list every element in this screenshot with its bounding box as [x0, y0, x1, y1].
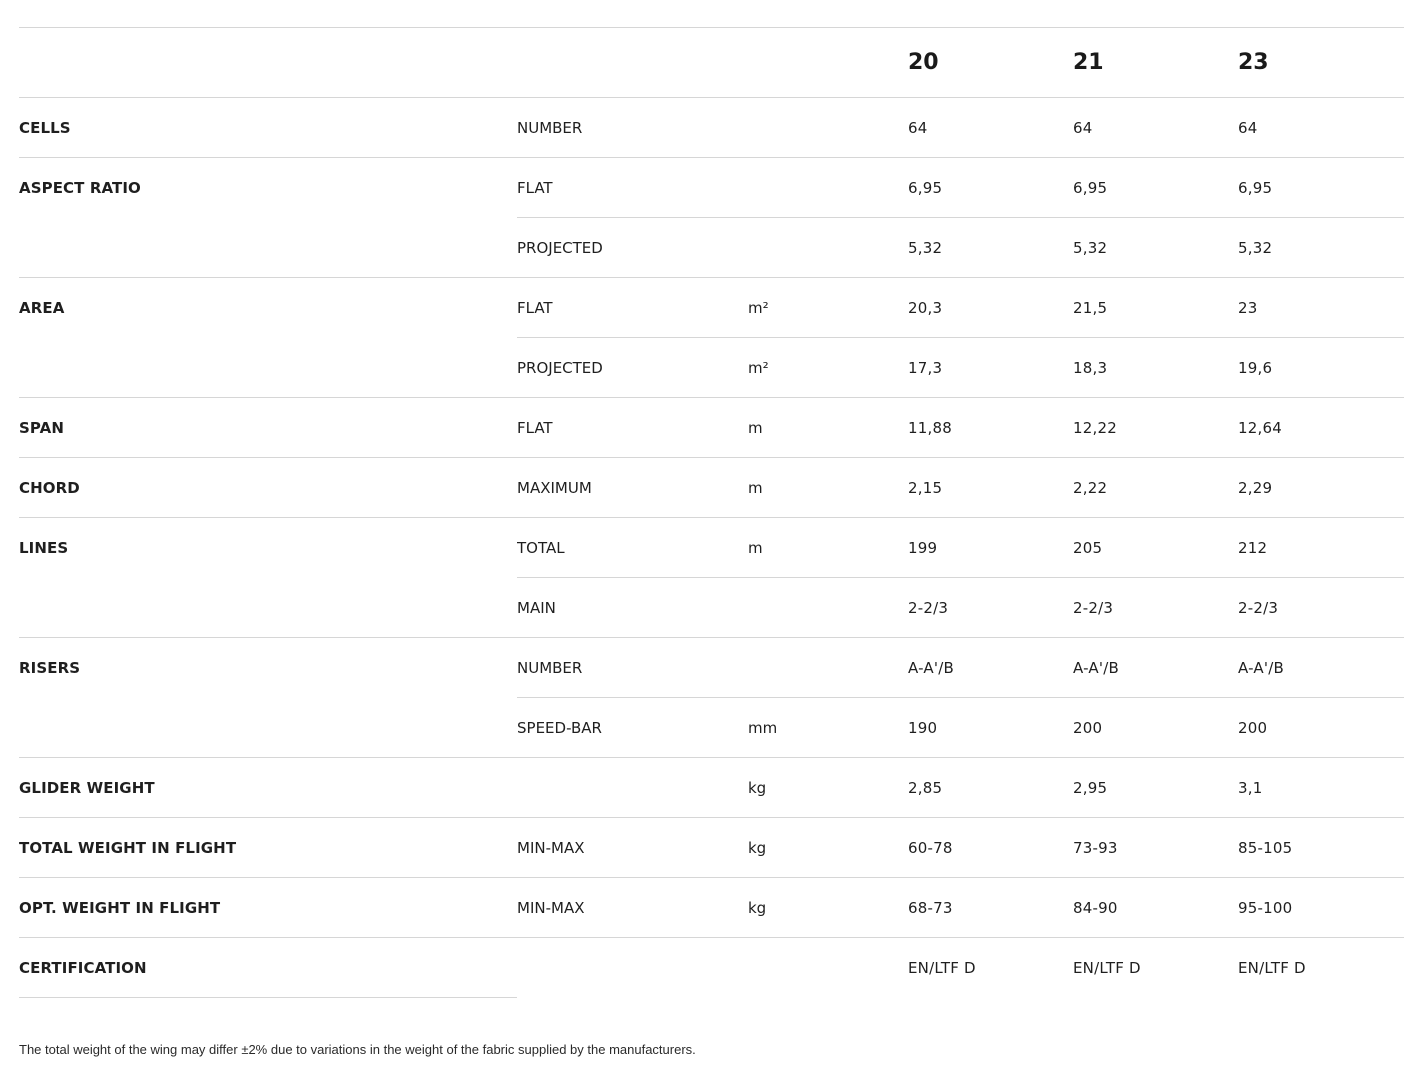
- spec-value-size-23: 19,6: [1238, 338, 1404, 398]
- spec-label: CHORD: [19, 458, 517, 518]
- spec-unit: m: [748, 518, 908, 578]
- spec-value-size-20: EN/LTF D: [908, 958, 976, 977]
- spec-value-size-23: 95-100: [1238, 878, 1404, 938]
- spec-row: [19, 518, 1404, 578]
- spec-sublabel: MIN-MAX: [517, 878, 748, 938]
- spec-value-size-21: 2,22: [1073, 458, 1238, 518]
- specs-section: [19, 27, 1404, 998]
- spec-value-size-23: 6,95: [1238, 158, 1404, 218]
- spec-unit: mm: [748, 698, 908, 758]
- spec-value-size-23: 2,29: [1238, 458, 1404, 518]
- spec-value-size-20: 199: [908, 518, 1073, 578]
- spec-label: [19, 578, 517, 638]
- spec-value-size-20: 5,32: [908, 218, 1073, 278]
- spec-sublabel: FLAT: [517, 398, 748, 458]
- spec-value-size-20: 190: [908, 698, 1073, 758]
- spec-row: [19, 638, 1404, 698]
- spec-label: [19, 698, 517, 758]
- spec-value-size-23: 5,32: [1238, 218, 1404, 278]
- spec-value-size-21: 2-2/3: [1073, 578, 1238, 638]
- spec-value-size-23: A-A'/B: [1238, 638, 1404, 698]
- spec-row: [19, 578, 1404, 638]
- spec-unit: m²: [748, 278, 908, 338]
- spec-label: CELLS: [19, 98, 517, 158]
- spec-sublabel: NUMBER: [517, 638, 748, 698]
- size-header-21: 21: [1073, 28, 1238, 98]
- spec-sublabel: NUMBER: [517, 98, 748, 158]
- spec-value-size-21: 205: [1073, 518, 1238, 578]
- specs-table: [19, 27, 1404, 998]
- spec-row: [19, 398, 1404, 458]
- spec-sublabel: [517, 758, 748, 818]
- size-header-20: 20: [908, 28, 1073, 98]
- spec-unit: [748, 938, 908, 998]
- spec-row: [19, 938, 1404, 998]
- spec-sublabel: TOTAL: [517, 518, 748, 578]
- spec-sublabel: SPEED-BAR: [517, 698, 748, 758]
- spec-value-size-20: 11,88: [908, 398, 1073, 458]
- spec-row: [19, 758, 1404, 818]
- weight-footnote: The total weight of the wing may differ ±2% due to variations in the weight of the fabric supplied by the manufacturers.: [19, 1042, 696, 1057]
- spec-row: [19, 278, 1404, 338]
- spec-value-size-21: EN/LTF D: [1073, 958, 1141, 977]
- header-spacer: [19, 28, 517, 98]
- spec-label: [19, 218, 517, 278]
- spec-value-size-21: 73-93: [1073, 818, 1238, 878]
- spec-value-size-23: 64: [1238, 98, 1404, 158]
- spec-row: [19, 458, 1404, 518]
- spec-value-size-20: 60-78: [908, 818, 1073, 878]
- spec-unit: m: [748, 458, 908, 518]
- spec-label: LINES: [19, 538, 69, 557]
- spec-label: SPAN: [19, 398, 517, 458]
- spec-value-size-20: 17,3: [908, 338, 1073, 398]
- spec-sublabel: FLAT: [517, 158, 748, 218]
- spec-unit: [748, 578, 908, 638]
- spec-row: [19, 698, 1404, 758]
- spec-value-size-23: 200: [1238, 698, 1404, 758]
- spec-label: GLIDER WEIGHT: [19, 758, 517, 818]
- header-spacer: [517, 28, 748, 98]
- spec-value-size-20: 6,95: [908, 158, 1073, 218]
- spec-unit: m: [748, 398, 908, 458]
- spec-label: AREA: [19, 298, 65, 317]
- spec-unit: kg: [748, 758, 908, 818]
- spec-sublabel: PROJECTED: [517, 218, 748, 278]
- spec-unit: kg: [748, 878, 908, 938]
- spec-label: RISERS: [19, 658, 81, 677]
- spec-row: [19, 158, 1404, 218]
- spec-label: OPT. WEIGHT IN FLIGHT: [19, 878, 517, 938]
- spec-unit: m²: [748, 338, 908, 398]
- spec-sublabel: MAIN: [517, 578, 748, 638]
- spec-value-size-23: 85-105: [1238, 818, 1404, 878]
- spec-value-size-21: 2,95: [1073, 758, 1238, 818]
- spec-value-size-23: 2-2/3: [1238, 578, 1404, 638]
- size-header-row: [19, 28, 1404, 98]
- spec-value-size-23: 23: [1238, 278, 1404, 338]
- spec-value-size-23: 12,64: [1238, 398, 1404, 458]
- spec-value-size-21: 12,22: [1073, 398, 1238, 458]
- spec-value-size-21: 21,5: [1073, 278, 1238, 338]
- spec-sublabel: MIN-MAX: [517, 818, 748, 878]
- spec-value-size-20: A-A'/B: [908, 638, 1073, 698]
- spec-row: [19, 818, 1404, 878]
- header-spacer: [748, 28, 908, 98]
- spec-row: [19, 338, 1404, 398]
- spec-value-size-23: 3,1: [1238, 758, 1404, 818]
- spec-value-size-21: 64: [1073, 98, 1238, 158]
- spec-value-size-21: 84-90: [1073, 878, 1238, 938]
- spec-label: TOTAL WEIGHT IN FLIGHT: [19, 818, 517, 878]
- spec-unit: [748, 98, 908, 158]
- spec-label: [19, 338, 517, 398]
- spec-value-size-21: 200: [1073, 698, 1238, 758]
- spec-unit: [748, 158, 908, 218]
- spec-value-size-20: 68-73: [908, 878, 1073, 938]
- spec-value-size-21: 5,32: [1073, 218, 1238, 278]
- spec-value-size-20: 20,3: [908, 278, 1073, 338]
- spec-unit: kg: [748, 818, 908, 878]
- spec-value-size-21: 6,95: [1073, 158, 1238, 218]
- spec-value-size-20: 2,85: [908, 758, 1073, 818]
- spec-value-size-20: 2,15: [908, 458, 1073, 518]
- spec-value-size-21: 18,3: [1073, 338, 1238, 398]
- specs-table-body: [19, 98, 1404, 998]
- spec-sublabel: [517, 938, 748, 998]
- spec-value-size-23: 212: [1238, 518, 1404, 578]
- spec-value-size-20: 2-2/3: [908, 578, 1073, 638]
- spec-sublabel: MAXIMUM: [517, 458, 748, 518]
- spec-sublabel: FLAT: [517, 278, 748, 338]
- spec-row: [19, 878, 1404, 938]
- spec-value-size-21: A-A'/B: [1073, 638, 1238, 698]
- spec-value-size-20: 64: [908, 98, 1073, 158]
- spec-label: ASPECT RATIO: [19, 178, 141, 197]
- spec-value-size-23: EN/LTF D: [1238, 958, 1306, 977]
- spec-row: [19, 98, 1404, 158]
- spec-unit: [748, 218, 908, 278]
- spec-row: [19, 218, 1404, 278]
- spec-unit: [748, 638, 908, 698]
- spec-sublabel: PROJECTED: [517, 338, 748, 398]
- size-header-23: 23: [1238, 28, 1404, 98]
- spec-label: CERTIFICATION: [19, 938, 517, 998]
